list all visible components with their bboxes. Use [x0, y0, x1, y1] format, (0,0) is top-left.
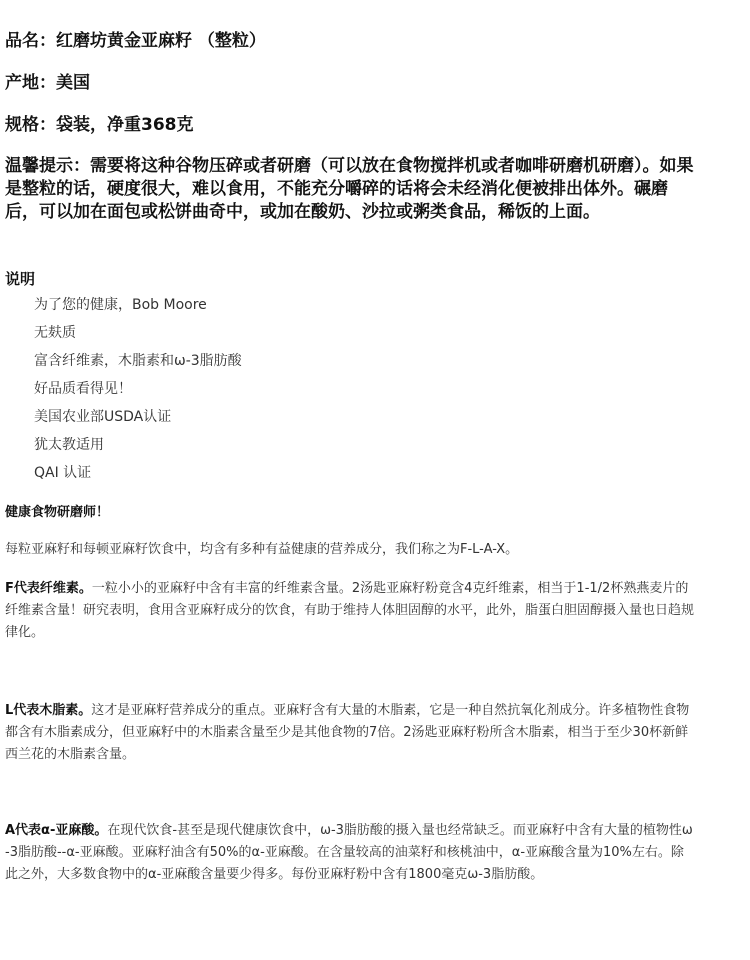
notes-item: QAI 认证	[34, 465, 92, 481]
product-name: 品名：红磨坊黄金亚麻籽 （整粒）	[5, 31, 266, 51]
notes-item: 富含纤维素，木脂素和ω-3脂肪酸	[34, 353, 242, 369]
notes-item: 美国农业部USDA认证	[34, 409, 172, 425]
section-lignan-heading: L代表木脂素。	[5, 703, 92, 718]
section-lignan	[5, 700, 695, 766]
healthy-intro: 每粒亚麻籽和每顿亚麻籽饮食中，均含有多种有益健康的营养成分，我们称之为F-L-A-X。	[5, 542, 519, 557]
notes-item: 犹太教适用	[34, 437, 104, 453]
product-origin: 产地：美国	[5, 73, 90, 93]
section-ala-heading: A代表α-亚麻酸。	[5, 823, 108, 838]
notes-item: 为了您的健康，Bob Moore	[34, 297, 207, 313]
healthy-title: 健康食物研磨师！	[5, 505, 110, 520]
section-lignan-body: 这才是亚麻籽营养成分的重点。亚麻籽含有大量的木脂素，它是一种自然抗氧化剂成分。许多植物性食物都含有木脂素成分，但亚麻籽中的木脂素含量至少是其他食物的7倍。2汤匙亚麻籽粉所含木脂素，相当于至少30杯新鲜西兰花的木脂素含量。	[5, 703, 690, 762]
usage-tip: 温馨提示：需要将这种谷物压碎或者研磨（可以放在食物搅拌机或者咖啡研磨机研磨）。如果是整粒的话，硬度很大，难以食用，不能充分嚼碎的话将会未经消化便被排出体外。碾磨后，可以加在面包或松饼曲奇中，或加在酸奶、沙拉或粥类食品，稀饭的上面。	[5, 156, 694, 222]
section-fiber-heading: F代表纤维素。	[5, 581, 92, 596]
notes-item: 无麸质	[34, 325, 76, 341]
product-spec: 规格：袋装，净重368克	[5, 115, 194, 135]
section-ala-body: 在现代饮食-甚至是现代健康饮食中，ω-3脂肪酸的摄入量也经常缺乏。而亚麻籽中含有大量的植物性ω-3脂肪酸--α-亚麻酸。亚麻籽油含有50%的α-亚麻酸。在含量较高的油菜籽和核桃油中，α-亚麻酸含量为10%左右。除此之外，大多数食物中的α-亚麻酸含量要少得多。每份亚麻籽粉中含有1800毫克ω-3脂肪酸。	[5, 823, 693, 882]
notes-list	[34, 292, 242, 488]
section-fiber-body: 一粒小小的亚麻籽中含有丰富的纤维素含量。2汤匙亚麻籽粉竟含4克纤维素，相当于1-1/2杯熟燕麦片的纤维素含量！研究表明，食用含亚麻籽成分的饮食，有助于维持人体胆固醇的水平，此外，脂蛋白胆固醇摄入量也日趋规律化。	[5, 581, 695, 640]
section-ala	[5, 820, 695, 886]
notes-item: 好品质看得见！	[34, 381, 132, 397]
notes-title: 说明	[5, 270, 36, 288]
section-fiber	[5, 578, 695, 644]
